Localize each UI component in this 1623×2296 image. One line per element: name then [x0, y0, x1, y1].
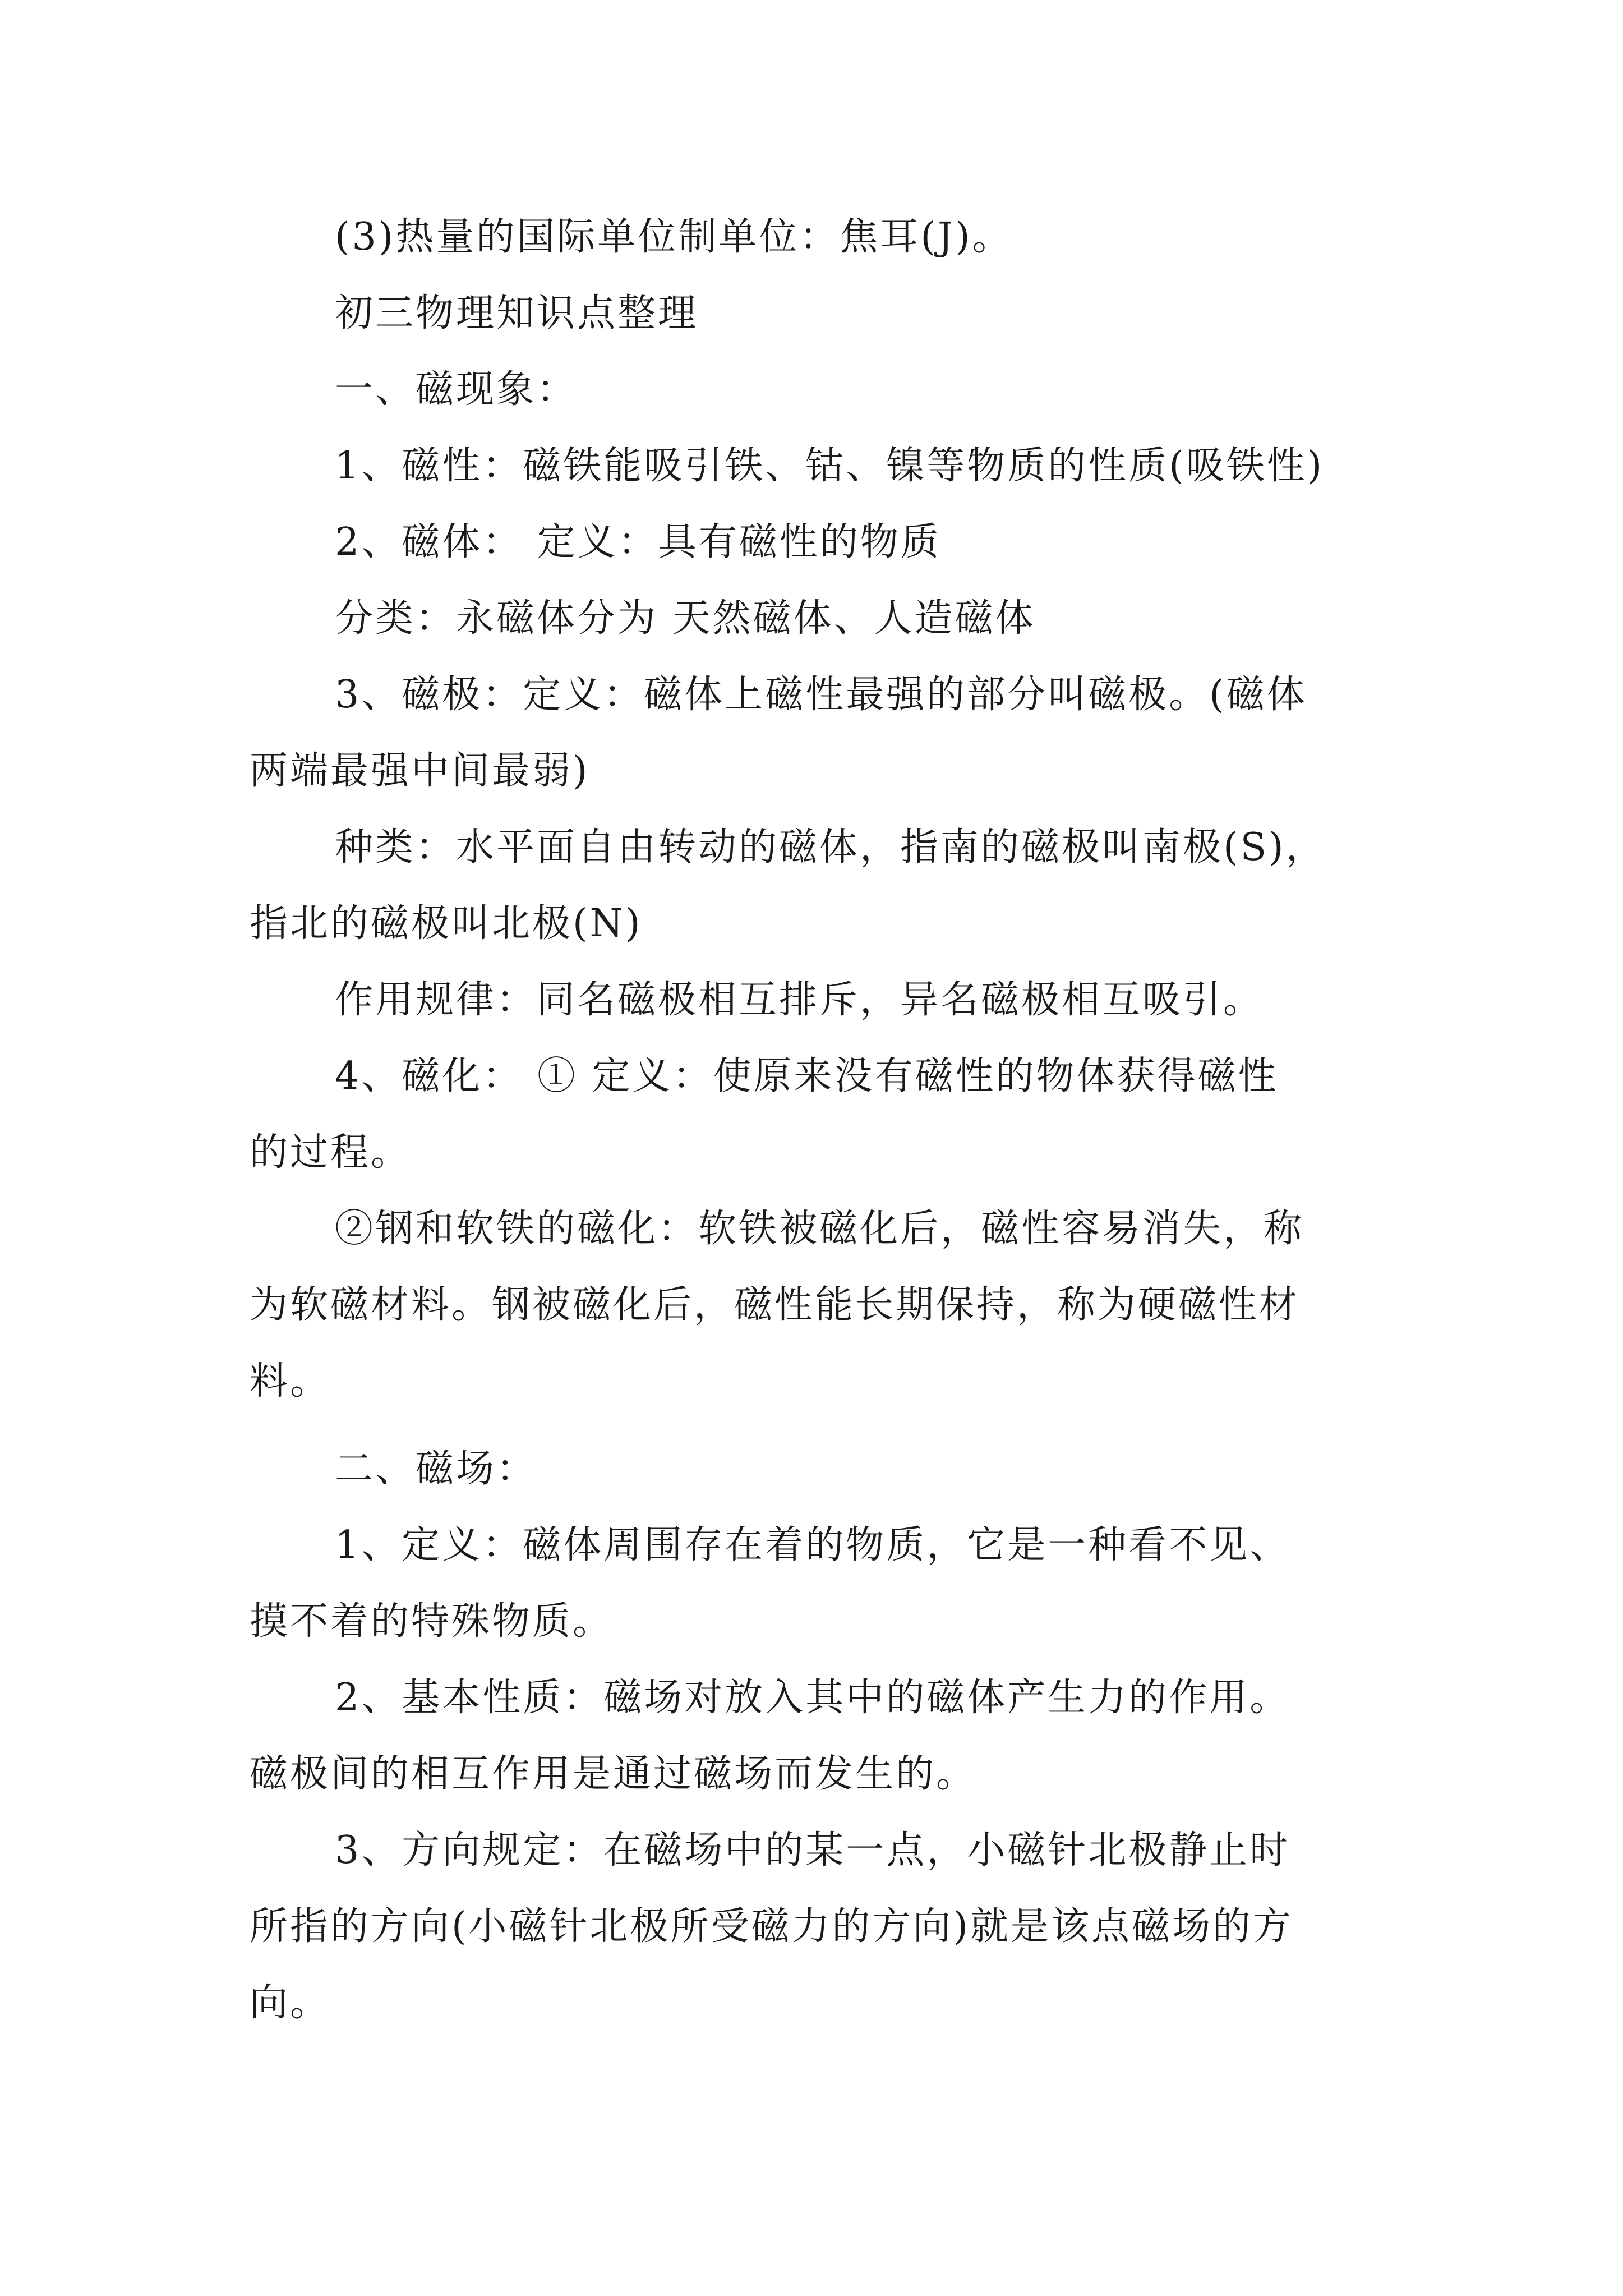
paragraph-line: 摸不着的特殊物质。	[250, 1599, 614, 1644]
paragraph-line: 2、磁体： 定义：具有磁性的物质	[335, 520, 941, 564]
paragraph-line: 向。	[250, 1981, 331, 2025]
paragraph-line: 4、磁化： ① 定义：使原来没有磁性的物体获得磁性	[335, 1054, 1279, 1098]
paragraph-line: 为软磁材料。钢被磁化后，磁性能长期保持，称为硬磁性材	[250, 1283, 1300, 1327]
paragraph-line: 1、定义：磁体周围存在着的物质，它是一种看不见、	[335, 1523, 1290, 1567]
paragraph-line: 所指的方向(小磁针北极所受磁力的方向)就是该点磁场的方	[250, 1904, 1294, 1949]
heading-magnetic-phenomena: 一、磁现象：	[335, 367, 578, 412]
paragraph-line: 种类：水平面自由转动的磁体，指南的磁极叫南极(S)，	[335, 825, 1326, 869]
paragraph-line: 的过程。	[250, 1130, 412, 1175]
paragraph-line: 作用规律：同名磁极相互排斥，异名磁极相互吸引。	[335, 978, 1264, 1022]
paragraph-line: 磁极间的相互作用是通过磁场而发生的。	[250, 1752, 977, 1796]
paragraph-line: ②钢和软铁的磁化：软铁被磁化后，磁性容易消失，称	[335, 1207, 1304, 1251]
paragraph-line: 两端最强中间最弱)	[250, 749, 590, 793]
paragraph-line: 指北的磁极叫北极(N)	[250, 901, 643, 946]
paragraph-line: 3、方向规定：在磁场中的某一点，小磁针北极静止时	[335, 1828, 1290, 1872]
paragraph-line: 1、磁性：磁铁能吸引铁、钴、镍等物质的性质(吸铁性)	[335, 444, 1325, 488]
section-title: 初三物理知识点整理	[335, 291, 699, 335]
paragraph-line: (3)热量的国际单位制单位：焦耳(J)。	[335, 215, 1013, 259]
paragraph-line: 2、基本性质：磁场对放入其中的磁体产生力的作用。	[335, 1676, 1290, 1720]
document-body	[250, 199, 1382, 2041]
paragraph-line: 料。	[250, 1359, 331, 1404]
paragraph-line: 3、磁极：定义：磁体上磁性最强的部分叫磁极。(磁体	[335, 673, 1307, 717]
paragraph-line: 分类：永磁体分为 天然磁体、人造磁体	[335, 596, 1036, 641]
heading-magnetic-field: 二、磁场：	[335, 1447, 537, 1491]
